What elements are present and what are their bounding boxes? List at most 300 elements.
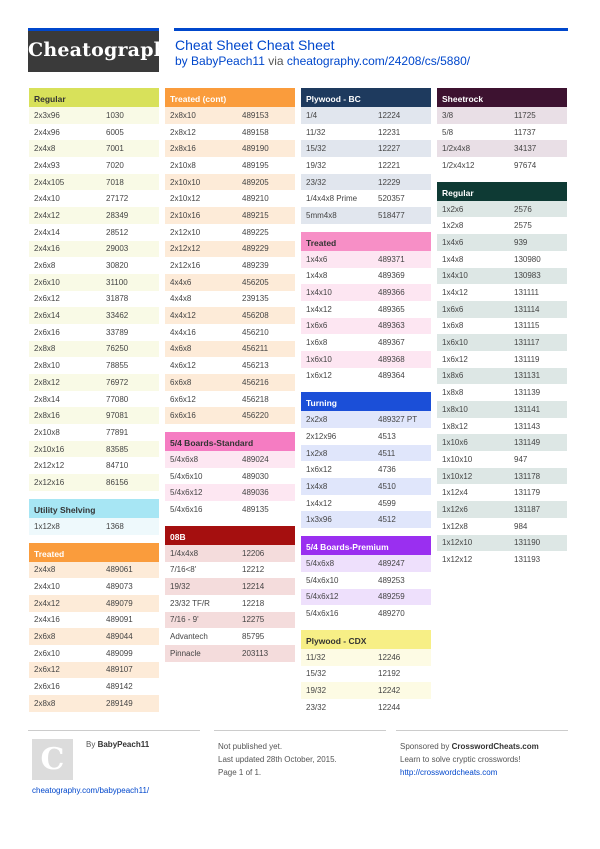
item-sku: 518477 [378,210,405,220]
item-sku: 131131 [514,371,541,381]
item-size: 1x12x12 [442,555,473,565]
item-sku: 31100 [106,277,128,287]
item-size: 2x4x12 [34,598,60,608]
item-sku: 33462 [106,311,129,321]
item-sku: 131143 [514,421,541,431]
logo-text: Cheatography [28,39,179,61]
item-size: 2x4x10 [34,194,60,204]
item-sku: 489091 [106,615,133,625]
table-row [301,284,431,301]
item-size: 2x4x8 [34,144,56,154]
sponsor-name[interactable]: CrosswordCheats.com [451,742,539,751]
section [165,432,295,518]
section-header: Plywood - BC [301,88,431,107]
table-row [437,140,567,157]
item-size: 2x3x96 [34,110,60,120]
cheatography-logo[interactable] [28,28,179,72]
section [29,88,159,491]
section-header: Plywood - CDX [301,630,431,649]
table-row [29,241,159,258]
table-row [29,612,159,629]
table-row [437,201,567,218]
item-sku: 520357 [378,194,405,204]
table-row [165,207,295,224]
item-sku: 12214 [242,582,265,592]
section-header: Utility Shelving [29,499,159,518]
table-row [301,666,431,683]
item-sku: 489135 [242,504,269,514]
table-row [165,407,295,424]
section-table [301,251,431,385]
item-sku: 33789 [106,327,129,337]
table-row [29,357,159,374]
item-size: 1x2x6 [442,204,464,214]
table-row [301,318,431,335]
table-row [301,251,431,268]
item-sku: 489099 [106,648,133,658]
table-row [165,501,295,518]
table-row [301,572,431,589]
item-sku: 131149 [514,438,541,448]
sponsor-tagline: Learn to solve cryptic crosswords! [400,755,521,764]
table-row [301,207,431,224]
table-row [437,535,567,552]
item-size: Pinnacle [170,648,201,658]
table-row [29,407,159,424]
section-table [165,451,295,518]
item-sku: 489061 [106,565,133,575]
item-sku: 78855 [106,361,129,371]
table-row [165,274,295,291]
item-size: 1x2x8 [442,221,464,231]
item-sku: 489364 [378,371,405,381]
item-sku: 489036 [242,488,269,498]
item-size: 1x4x10 [306,288,332,298]
item-size: 5/4x6x16 [306,609,339,619]
section-header: Turning [301,392,431,411]
table-row [29,578,159,595]
item-sku: 489365 [378,304,405,314]
table-row [29,645,159,662]
header [28,28,568,76]
item-sku: 28512 [106,227,129,237]
item-size: 2x12x12 [34,461,65,471]
item-size: 4x4x16 [170,327,196,337]
section [437,88,567,174]
table-row [165,391,295,408]
item-size: 2x4x14 [34,227,60,237]
item-sku: 11725 [514,110,536,120]
table-row [437,518,567,535]
item-sku: 939 [514,237,528,247]
item-sku: 947 [514,454,528,464]
table-row [165,612,295,629]
item-size: 2x4x96 [34,127,60,137]
item-size: 2x8x12 [170,127,196,137]
table-row [29,628,159,645]
item-size: 2x4x16 [34,244,60,254]
item-size: 23/32 [306,177,327,187]
by-prefix: by [175,54,188,68]
avatar[interactable] [32,739,73,780]
item-sku: 12242 [378,686,401,696]
table-row [29,441,159,458]
item-sku: 489079 [106,598,133,608]
item-sku: 489107 [106,665,133,675]
table-row [301,511,431,528]
item-sku: 29003 [106,244,129,254]
column-3 [301,88,431,724]
section [437,182,567,568]
item-sku: 489327 PT [378,415,418,425]
sheet-url-link[interactable]: cheatography.com/24208/cs/5880/ [286,54,471,68]
item-sku: 97081 [106,411,129,421]
table-row [165,578,295,595]
item-size: 2x8x10 [170,110,196,120]
item-size: 1x12x6 [442,504,468,514]
table-row [165,157,295,174]
item-size: 2x4x10 [34,582,60,592]
table-row [165,291,295,308]
item-sku: 131111 [514,288,539,298]
section-table [165,107,295,424]
item-size: 2x6x12 [34,665,60,675]
item-size: 2x6x12 [34,294,60,304]
table-row [301,428,431,445]
item-sku: 77891 [106,427,129,437]
table-row [29,562,159,579]
item-sku: 456210 [242,327,269,337]
item-sku: 4736 [378,465,396,475]
item-size: 2x8x10 [34,361,60,371]
item-size: 2x10x16 [34,444,65,454]
item-size: 6x6x16 [170,411,196,421]
table-row [301,555,431,572]
table-row [165,628,295,645]
item-size: 1/2x4x12 [442,160,475,170]
table-row [437,351,567,368]
column-1 [29,88,159,720]
table-row [29,257,159,274]
item-sku: 7018 [106,177,124,187]
item-size: 1x8x10 [442,404,468,414]
item-sku: 28349 [106,210,129,220]
column-2 [165,88,295,670]
item-sku: 131115 [514,321,540,331]
item-sku: 4510 [378,481,396,491]
item-sku: 239135 [242,294,269,304]
table-row [301,495,431,512]
footer-rule [214,730,386,731]
last-updated: Last updated 28th October, 2015. [218,755,337,764]
table-row [29,207,159,224]
table-row [301,157,431,174]
table-row [165,124,295,141]
item-sku: 489368 [378,354,405,364]
item-size: 1x6x10 [442,338,468,348]
item-sku: 489366 [378,288,405,298]
table-row [437,551,567,568]
sponsor-link[interactable]: http://crosswordcheats.com [400,768,498,777]
item-size: 1x4x12 [306,304,332,314]
item-size: 7/16<8' [170,565,197,575]
item-sku: 12224 [378,110,401,120]
item-sku: 489253 [378,575,405,585]
item-size: 2x10x16 [170,210,201,220]
table-row [165,174,295,191]
item-size: 2x6x10 [34,277,60,287]
table-row [301,368,431,385]
section-table [165,545,295,662]
item-size: 2x10x8 [170,160,196,170]
section-table [301,107,431,224]
table-row [165,190,295,207]
table-row [437,217,567,234]
section-header: Regular [29,88,159,107]
item-size: 4x6x12 [170,361,196,371]
item-sku: 12192 [378,669,401,679]
item-sku: 456216 [242,377,269,387]
table-row [165,468,295,485]
item-sku: 289149 [106,698,133,708]
table-row [301,268,431,285]
table-row [437,251,567,268]
section-header: Treated [301,232,431,251]
table-row [165,451,295,468]
item-size: 1x10x10 [442,454,473,464]
item-size: 1x10x12 [442,471,473,481]
item-sku: 456211 [242,344,269,354]
table-row [437,234,567,251]
item-sku: 489229 [242,244,269,254]
table-row [301,190,431,207]
item-sku: 203113 [242,648,269,658]
item-sku: 12221 [378,160,401,170]
item-size: 1x4x10 [442,271,468,281]
item-sku: 489369 [378,271,405,281]
section-table [301,555,431,622]
item-sku: 489195 [242,160,269,170]
section-table [301,649,431,716]
item-sku: 489153 [242,110,269,120]
author-profile-link[interactable]: cheatography.com/babypeach11/ [32,786,150,795]
table-row [301,682,431,699]
table-row [29,474,159,491]
item-size: 2x6x14 [34,311,60,321]
author-link[interactable]: BabyPeach11 [191,54,265,68]
item-size: 2x4x8 [34,565,56,575]
item-size: 4x4x12 [170,311,196,321]
table-row [165,595,295,612]
table-row [165,257,295,274]
item-size: 6x6x12 [170,394,196,404]
item-sku: 456220 [242,411,269,421]
item-size: 2x6x8 [34,632,56,642]
item-size: 1x6x8 [306,338,328,348]
table-row [29,424,159,441]
section [301,536,431,622]
item-sku: 489044 [106,632,133,642]
section-table [437,201,567,568]
item-sku: 489363 [378,321,405,331]
item-sku: 130980 [514,254,541,264]
item-sku: 489210 [242,194,269,204]
item-sku: 131141 [514,404,541,414]
item-sku: 12212 [242,565,265,575]
item-sku: 489247 [378,558,405,568]
table-row [437,157,567,174]
table-row [301,107,431,124]
item-size: 1x4x12 [306,498,332,508]
publish-info [218,740,337,779]
item-size: 2x6x8 [34,261,56,271]
item-sku: 1368 [106,521,124,531]
section-header: Regular [437,182,567,201]
item-sku: 131178 [514,471,541,481]
item-size: 2x12x16 [34,477,65,487]
header-rule [174,28,568,31]
item-size: 1x12x10 [442,538,473,548]
table-row [437,368,567,385]
item-sku: 6005 [106,127,124,137]
item-sku: 12246 [378,652,401,662]
table-row [301,174,431,191]
item-sku: 12244 [378,702,401,712]
item-size: 23/32 TF/R [170,598,210,608]
table-row [437,284,567,301]
item-size: 1x8x12 [442,421,468,431]
item-sku: 12206 [242,548,265,558]
item-size: 1/4x4x8 Prime [306,194,358,204]
item-size: 1x12x4 [442,488,468,498]
table-row [165,545,295,562]
item-size: 19/32 [170,582,191,592]
table-row [29,124,159,141]
item-size: 2x12x12 [170,244,201,254]
item-sku: 4512 [378,515,396,525]
section-header: 5/4 Boards-Standard [165,432,295,451]
item-sku: 489190 [242,144,269,154]
item-sku: 489270 [378,609,405,619]
table-row [29,518,159,535]
table-row [437,384,567,401]
by-label: By [86,740,96,749]
item-size: 5/4x6x12 [170,488,203,498]
avatar-letter: C [40,742,65,777]
section [301,630,431,716]
item-size: 1x6x12 [442,354,468,364]
item-size: 5/4x6x8 [170,454,199,464]
item-size: 1x12x8 [34,521,60,531]
table-row [437,318,567,335]
table-row [437,268,567,285]
item-size: 2x4x12 [34,210,60,220]
table-row [29,374,159,391]
item-sku: 76250 [106,344,129,354]
item-sku: 489371 [378,254,405,264]
item-size: 11/32 [306,652,326,662]
table-row [29,190,159,207]
footer-rule [396,730,568,731]
item-size: 1x3x96 [306,515,332,525]
item-size: 4x6x8 [170,344,192,354]
item-size: 2x4x105 [34,177,65,187]
table-row [29,174,159,191]
item-size: 1/4 [306,110,318,120]
item-sku: 84710 [106,461,129,471]
item-sku: 456213 [242,361,269,371]
table-row [29,291,159,308]
table-row [165,341,295,358]
section-table [29,107,159,491]
item-size: 2x8x14 [34,394,60,404]
table-row [29,391,159,408]
item-size: 6x6x8 [170,377,192,387]
table-row [301,478,431,495]
footer [28,730,568,810]
item-sku: 77080 [106,394,129,404]
item-size: 1x4x8 [306,271,328,281]
item-size: 5/4x6x12 [306,592,339,602]
section-table [437,107,567,174]
table-row [29,157,159,174]
item-sku: 130983 [514,271,541,281]
item-sku: 2576 [514,204,532,214]
item-sku: 12275 [242,615,265,625]
item-size: 4x4x6 [170,277,192,287]
section-header: 08B [165,526,295,545]
item-size: 2x2x8 [306,415,328,425]
item-sku: 489073 [106,582,133,592]
item-size: 2x8x8 [34,698,56,708]
item-size: 1x6x6 [306,321,328,331]
item-sku: 12227 [378,144,401,154]
item-sku: 456205 [242,277,269,287]
table-row [301,461,431,478]
item-size: 5/4x6x8 [306,558,335,568]
table-row [29,662,159,679]
item-size: 2x8x16 [34,411,60,421]
table-row [301,605,431,622]
section-header: Treated (cont) [165,88,295,107]
item-size: 15/32 [306,144,327,154]
table-row [437,484,567,501]
table-row [301,445,431,462]
item-sku: 489024 [242,454,269,464]
footer-author-name[interactable]: BabyPeach11 [97,740,150,749]
item-sku: 489367 [378,338,405,348]
item-sku: 131193 [514,555,541,565]
item-size: 2x4x16 [34,615,60,625]
item-sku: 85795 [242,632,265,642]
item-size: 2x6x16 [34,327,60,337]
section-table [29,562,159,712]
item-size: 15/32 [306,669,327,679]
item-sku: 489215 [242,210,269,220]
section-header: Treated [29,543,159,562]
item-size: 2x10x10 [170,177,201,187]
item-size: 2x8x16 [170,144,196,154]
section [301,232,431,385]
table-row [29,457,159,474]
item-size: 2x12x16 [170,261,201,271]
footer-author [86,740,149,749]
item-size: 1x10x6 [442,438,468,448]
table-row [29,324,159,341]
table-row [165,324,295,341]
table-row [29,341,159,358]
item-size: 1x4x6 [442,237,464,247]
